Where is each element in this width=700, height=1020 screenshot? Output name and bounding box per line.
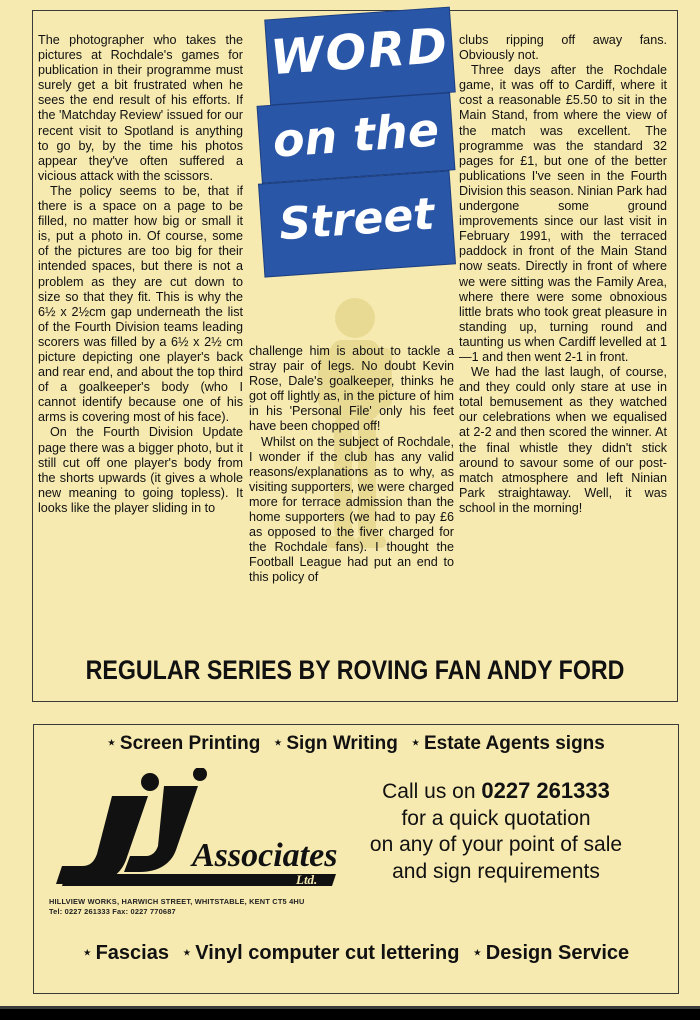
- word-on-the-street-banner-word: WORD: [265, 8, 454, 105]
- article-column-1: [38, 33, 243, 516]
- star-icon: ⋆: [273, 734, 283, 750]
- service-item: ⋆ Fascias: [82, 942, 169, 964]
- series-byline: REGULAR SERIES BY ROVING FAN ANDY FORD: [85, 655, 625, 685]
- logo-ltd: Ltd.: [296, 872, 318, 887]
- paragraph: clubs ripping off away fans. Obviously not.: [459, 33, 667, 63]
- star-icon: ⋆: [182, 944, 192, 960]
- call-us-block: [338, 778, 654, 885]
- paragraph: Whilst on the subject of Rochdale, I wonder if the club has any valid reasons/explanations as to why, as visiting supporters, we were charged more for terrace admission than the home supporters (we had to pay £6 as opposed to the fiver charged for the Rochdale fans). I thought the Football League had put an end to this policy of: [249, 434, 454, 585]
- advert-services-bottom: [33, 942, 679, 965]
- call-line: for a quick quotation: [401, 806, 591, 830]
- paragraph: challenge him is about to tackle a stray pair of legs. No doubt Kevin Rose, Dale's goalkeeper, thinks he got off lightly as, in the picture of him in his 'Personal File' only his feet have been chopped off!: [249, 344, 454, 434]
- service-item: ⋆ Estate Agents signs: [411, 733, 605, 754]
- word-on-the-street-banner-on-the: on the: [258, 93, 455, 182]
- advert-services-top: [33, 733, 679, 755]
- star-icon: ⋆: [107, 734, 116, 750]
- call-line: and sign requirements: [392, 859, 600, 883]
- service-item: ⋆ Screen Printing: [107, 733, 261, 754]
- service-item: ⋆ Vinyl computer cut lettering: [182, 942, 460, 964]
- service-item: ⋆ Design Service: [472, 942, 630, 964]
- company-address: HILLVIEW WORKS, HARWICH STREET, WHITSTABLE, KENT CT5 4HU Tel: 0227 261333 Fax: 0227 770687: [49, 897, 305, 916]
- star-icon: ⋆: [411, 734, 420, 750]
- paragraph: Three days after the Rochdale game, it was off to Cardiff, where it cost a reasonable £5.50 to sit in the Main Stand, from where the view of the match was excellent. The programme was the standard 32 pages for £1, but one of the better publications I've seen in the Fourth Division this season. Ninian Park had undergone some ground improvements since our last visit in February 1991, with the terraced paddock in front of the Main Stand now seats. Directly in front of where we were sitting was the Family Area, where there were some obnoxious little brats who took great pleasure in standing up, turning round and taunting us when Cardiff levelled at 1—1 and then went 2-1 in front.: [459, 63, 667, 364]
- paragraph: The photographer who takes the pictures at Rochdale's games for publication in their programme must surely get a bit frustrated when he sees the end result of his efforts. If the 'Matchday Review' issued for our recent visit to Spotland is anything to go by, by the time his photos appear they've often suffered a vicious attack with the scissors.: [38, 33, 244, 183]
- phone-number: 0227 261333: [481, 778, 610, 803]
- logo-wordmark: Associates: [192, 837, 338, 874]
- paragraph: On the Fourth Division Update page there was a bigger photo, but it still cut off one player's body from the shorts upwards (it gives a whole new meaning to going topless). It looks like the player sliding in to: [38, 425, 243, 515]
- jj-associates-logo: [52, 768, 344, 892]
- call-us-line: Call us on 0227 261333: [382, 778, 610, 803]
- article-column-3: [459, 33, 667, 516]
- word-on-the-street-banner-street: Street: [259, 171, 455, 276]
- paragraph: The policy seems to be, that if there is a space on a page to be filled, no matter how big or small it is, put a photo in. Of course, some of the pictures are too big for their intended spaces, but there is not a problem as they are cut down to size so that they fit. This is why the 6½ x 2½cm gap underneath the list of the Fourth Division teams leading scorers was filled by a 6½ x 2½ cm picture depicting one player's back and rear end, and about the top third of a goalkeeper's body (who I cannot identify because one of his arms is covering most of his face).: [38, 183, 243, 425]
- paragraph: We had the last laugh, of course, and they could only stare at use in total bemusement as they watched our celebrations when we equalised at 2-2 and then scored the winner. At the final whistle they didn't stick around to savour some of our post-match atmosphere and left Ninian Park straightaway. Well, it was school in the morning!: [459, 365, 667, 515]
- service-item: ⋆ Sign Writing: [273, 733, 398, 754]
- call-line: on any of your point of sale: [369, 833, 623, 856]
- page-bottom-edge: [0, 1006, 700, 1020]
- star-icon: ⋆: [82, 944, 92, 960]
- star-icon: ⋆: [472, 944, 482, 960]
- article-column-2: [249, 344, 454, 586]
